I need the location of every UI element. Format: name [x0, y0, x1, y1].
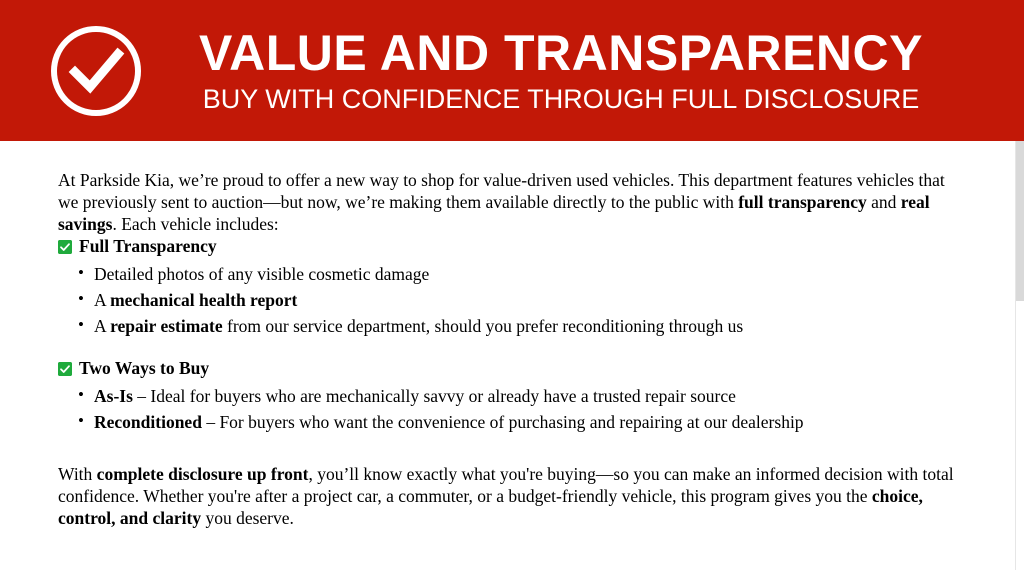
item-lead: A	[94, 316, 111, 336]
intro-text-2: and	[866, 192, 901, 212]
item-bold: repair estimate	[110, 316, 223, 336]
intro-text-3: . Each vehicle includes:	[112, 214, 279, 234]
list-item	[76, 385, 966, 407]
green-check-icon	[58, 240, 72, 254]
intro-bold-2: real savings	[58, 192, 930, 234]
scrollbar-thumb[interactable]	[1016, 141, 1024, 301]
list-item	[76, 289, 966, 311]
closing-text-3: you deserve.	[201, 508, 294, 528]
item-bold: Reconditioned	[94, 412, 202, 432]
intro-paragraph	[58, 169, 966, 235]
item-rest: Detailed photos of any visible cosmetic damage	[94, 264, 430, 284]
check-circle-icon	[48, 23, 144, 119]
green-check-icon	[58, 362, 72, 376]
header-banner	[0, 0, 1024, 141]
closing-bold-1: complete disclosure up front	[96, 464, 309, 484]
item-bold: As-Is	[94, 386, 133, 406]
section-heading-two-ways-to-buy	[58, 357, 966, 379]
scrollbar-track[interactable]	[1015, 141, 1024, 570]
item-rest: from our service department, should you prefer reconditioning through us	[222, 316, 744, 336]
list-full-transparency	[58, 263, 966, 337]
item-lead: A	[94, 290, 111, 310]
spacer	[58, 437, 966, 463]
banner-text-block	[168, 26, 1024, 116]
list-item	[76, 315, 966, 337]
closing-bold-2: choice, control, and clarity	[58, 486, 923, 528]
closing-paragraph	[58, 463, 963, 529]
closing-text-1: With	[58, 464, 97, 484]
closing-text-2: , you’ll know exactly what you're buying—so you can make an informed decision with total confidence. Whether you're after a project car, a commuter, or a budget-friendly vehicle, this program gives you the	[58, 464, 954, 506]
list-item	[76, 411, 966, 433]
item-rest: – For buyers who want the convenience of purchasing and repairing at our dealership	[201, 412, 804, 432]
intro-bold-1: full transparency	[738, 192, 867, 212]
list-item	[76, 263, 966, 285]
intro-text-1: At Parkside Kia, we’re proud to offer a new way to shop for value-driven used vehicles. This department features vehicles that we previously sent to auction—but now, we’re making them available directly to the public with	[58, 170, 945, 212]
document-body	[0, 141, 1024, 529]
section-heading-label: Two Ways to Buy	[79, 358, 210, 378]
spacer	[58, 341, 966, 357]
banner-title: VALUE AND TRANSPARENCY	[199, 24, 923, 81]
banner-subtitle: BUY WITH CONFIDENCE THROUGH FULL DISCLOSURE	[202, 83, 920, 114]
item-rest: – Ideal for buyers who are mechanically savvy or already have a trusted repair source	[132, 386, 736, 406]
section-heading-label: Full Transparency	[79, 236, 217, 256]
section-heading-full-transparency	[58, 235, 966, 257]
item-bold: mechanical health report	[110, 290, 298, 310]
list-two-ways-to-buy	[58, 385, 966, 433]
